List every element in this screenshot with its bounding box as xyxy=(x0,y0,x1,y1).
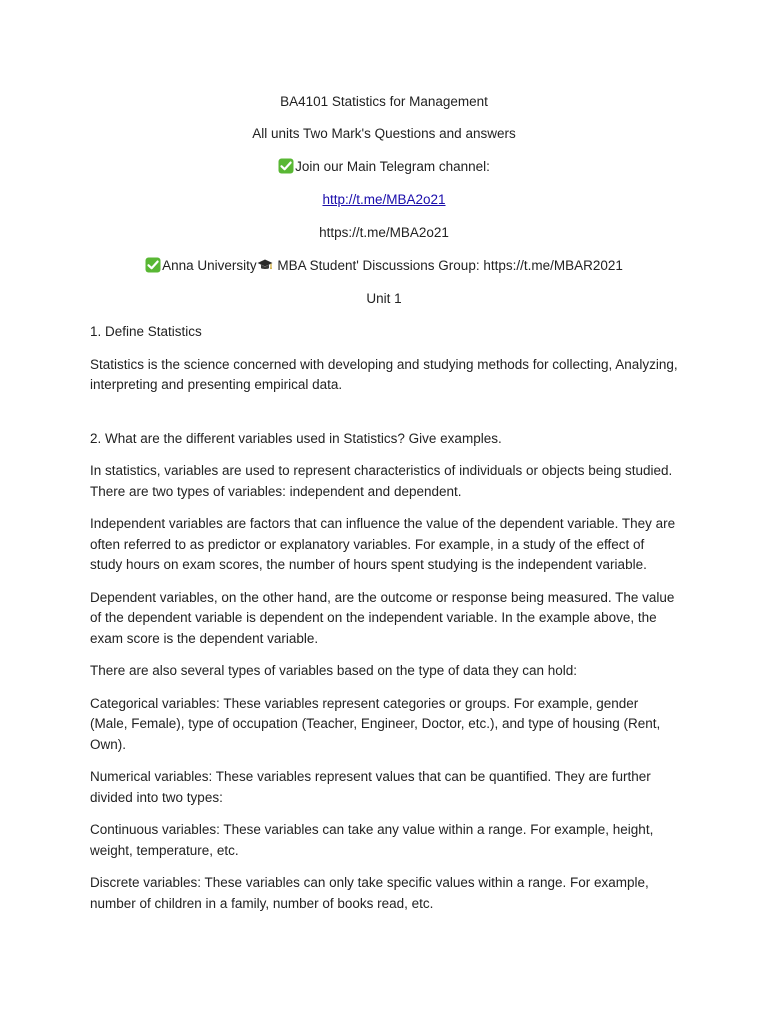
answer-1: Statistics is the science concerned with developing and studying methods for collecting, Analyzing, interpreting and presenting empirical data. xyxy=(90,356,678,392)
paragraph-variables-intro: In statistics, variables are used to represent characteristics of individuals or objects being studied. There are two types of variables: independent and dependent. xyxy=(90,463,673,499)
telegram-link-line xyxy=(90,190,678,210)
paragraph-independent-variables: Independent variables are factors that can influence the value of the dependent variable. They are often referred to as predictor or explanatory variables. For example, in a study of the effect of study hours on exam scores, the number of hours spent studying is the independent variable. xyxy=(90,516,676,572)
paragraph-numerical-variables: Numerical variables: These variables represent values that can be quantified. They are further divided into two types: xyxy=(90,769,651,805)
course-title: BA4101 Statistics for Management xyxy=(280,94,488,109)
telegram-channel-link[interactable]: http://t.me/MBA2o21 xyxy=(322,192,446,207)
spacer xyxy=(90,408,678,429)
check-mark-button-icon xyxy=(145,257,161,273)
paragraph-continuous-variables: Continuous variables: These variables can take any value within a range. For example, height, weight, temperature, etc. xyxy=(90,822,654,858)
telegram-join-line xyxy=(90,157,678,177)
discussion-group-text: MBA Student' Discussions Group: https://t.me/MBAR2021 xyxy=(273,258,623,273)
discussion-group-line xyxy=(90,256,678,276)
paragraph-categorical-variables: Categorical variables: These variables represent categories or groups. For example, gender (Male, Female), type of occupation (Teacher, Engineer, Doctor, etc.), and type of housing (Rent, Own). xyxy=(90,695,661,752)
paragraph-variable-types: There are also several types of variables based on the type of data they can hold: xyxy=(90,663,578,678)
university-text: Anna University xyxy=(162,258,257,273)
paragraph-discrete-variables: Discrete variables: These variables can only take specific values within a range. For example, number of children in a family, number of books read, etc. xyxy=(90,875,649,911)
graduation-cap-icon xyxy=(257,257,273,273)
telegram-https-text: https://t.me/MBA2o21 xyxy=(319,225,449,240)
paragraph-dependent-variables: Dependent variables, on the other hand, are the outcome or response being measured. The value of the dependent variable is dependent on the independent variable. In the example above, the exam score is the dependent variable. xyxy=(90,589,675,646)
telegram-join-text: Join our Main Telegram channel: xyxy=(295,159,490,174)
question-1: 1. Define Statistics xyxy=(90,324,202,339)
subtitle: All units Two Mark's Questions and answers xyxy=(252,126,516,141)
question-2: 2. What are the different variables used in Statistics? Give examples. xyxy=(90,430,502,446)
unit-label: Unit 1 xyxy=(366,291,402,306)
check-mark-button-icon xyxy=(278,158,294,174)
